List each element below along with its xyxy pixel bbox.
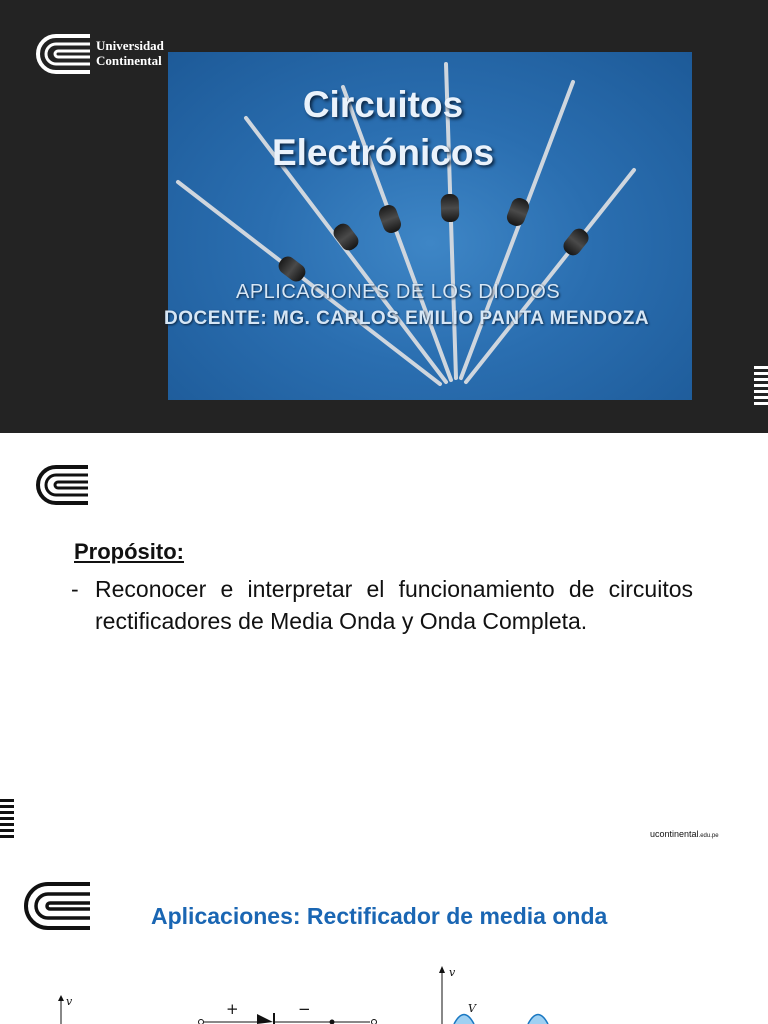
slide-title-line2: Electrónicos xyxy=(271,132,495,173)
teacher-line: DOCENTE: MG. CARLOS EMILIO PANTA MENDOZA xyxy=(164,308,650,329)
footer-brand-name: ucontinental xyxy=(650,829,699,839)
university-logo-icon xyxy=(34,464,90,506)
slide-title-line1: Circuitos xyxy=(302,84,464,125)
university-name-line1: Universidad xyxy=(96,38,164,53)
plus-sign: + xyxy=(226,1000,239,1018)
purpose-heading: Propósito: xyxy=(74,539,184,564)
purpose-text: Reconocer e interpretar el funcionamiento de circuitos rectificadores de Media Onda y Onda Completa. xyxy=(95,576,693,634)
university-name-line2: Continental xyxy=(96,53,162,68)
purpose-slide xyxy=(0,433,768,845)
footer-brand-domain: .edu.pe xyxy=(698,833,719,839)
minus-sign: − xyxy=(298,1000,311,1018)
bullet-dash: - xyxy=(71,576,79,602)
vi-label-left: v xyxy=(66,995,73,1008)
applications-slide xyxy=(0,845,768,1024)
slide-navigation-icon xyxy=(0,799,14,839)
university-name xyxy=(96,38,164,68)
vm-label: V xyxy=(468,1002,476,1015)
title-slide xyxy=(0,0,768,433)
university-logo-icon xyxy=(22,881,92,931)
applications-heading: Aplicaciones: Rectificador de media onda xyxy=(151,903,608,929)
vi-label-right: v xyxy=(449,966,456,979)
purpose-bullet xyxy=(71,573,693,637)
diode-circuit-icon xyxy=(195,1011,380,1024)
slide-subtitle: APLICACIONES DE LOS DIODOS xyxy=(236,281,561,303)
footer-brand xyxy=(650,829,719,839)
slide-navigation-icon xyxy=(754,366,768,408)
output-waveform-icon xyxy=(436,965,566,1024)
university-logo-icon xyxy=(34,33,92,75)
